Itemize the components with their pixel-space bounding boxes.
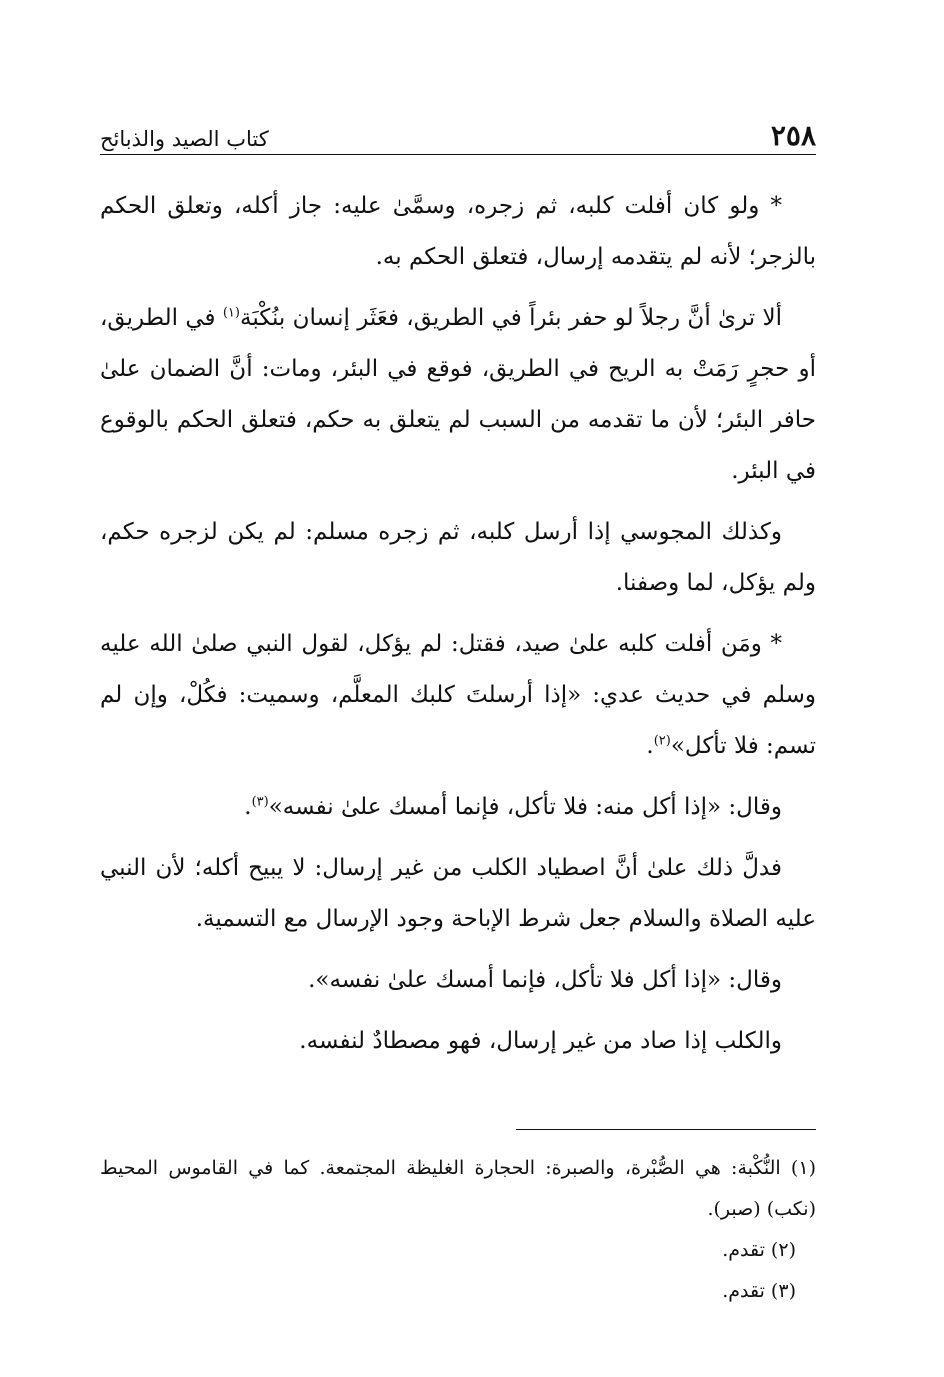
- paragraph-5: وقال: «إذا أكل منه: فلا تأكل، فإنما أمسك علىٰ نفسه»$^{(٣)}$.: [244, 794, 782, 820]
- footnote-2: (٢) تقدم.: [722, 1239, 796, 1261]
- footnotes: [100, 1148, 816, 1312]
- paragraph-1: * ولو كان أفلت كلبه، ثم زجره، وسمَّىٰ عليه: جاز أكله، وتعلق الحكم بالزجر؛ لأنه لم يتقدمه إرسال، فتعلق الحكم به.: [100, 193, 816, 270]
- footnote-3: (٣) تقدم.: [722, 1280, 796, 1302]
- paragraph-4: * ومَن أفلت كلبه علىٰ صيد، فقتل: لم يؤكل، لقول النبي صلىٰ الله عليه وسلم في حديث عدي: «إذا أرسلتَ كلبك المعلَّم، وسميت: فكُلْ، وإن لم تسم: فلا تأكل»$^{(٢)}$.: [100, 631, 816, 759]
- footnote-ref-3[interactable]: (٣): [251, 794, 269, 810]
- paragraph-6: فدلَّ ذلك علىٰ أنَّ اصطياد الكلب من غير إرسال: لا يبيح أكله؛ لأن النبي عليه الصلاة والسلام جعل شرط الإباحة وجود الإرسال مع التسمية.: [100, 855, 816, 932]
- main-text: [100, 181, 816, 1067]
- footnote-ref-1[interactable]: (١): [222, 305, 240, 321]
- paragraph-2: ألا ترىٰ أنَّ رجلاً لو حفر بئراً في الطريق، فعَثَر إنسان بنُكْبَة$^{(١)}$ في الطريق، أو حجرٍ رَمَتْ به الريح في الطريق، فوقع في البئر، ومات: أنَّ الضمان علىٰ حافر البئر؛ لأن ما تقدمه من السبب لم يتعلق به حكم، فتعلق الحكم بالوقوع في البئر.: [100, 305, 816, 484]
- book-page: [100, 108, 816, 1312]
- page-header: [100, 108, 816, 155]
- paragraph-7: وقال: «إذا أكل فلا تأكل، فإنما أمسك علىٰ نفسه».: [308, 967, 782, 993]
- running-title: كتاب الصيد والذبائح: [100, 127, 269, 151]
- paragraph-3: وكذلك المجوسي إذا أرسل كلبه، ثم زجره مسلم: لم يكن لزجره حكم، ولم يؤكل، لما وصفنا.: [100, 519, 816, 596]
- footnote-1: (١) النُّكْبة: هي الصُّبْرة، والصبرة: الحجارة الغليظة المجتمعة. كما في القاموس المحيط (نكب) (صبر).: [100, 1157, 816, 1220]
- footnote-divider: [516, 1129, 816, 1130]
- page-number: ٢٥٨: [770, 119, 816, 152]
- footnote-ref-2[interactable]: (٢): [653, 733, 671, 749]
- paragraph-8: والكلب إذا صاد من غير إرسال، فهو مصطادٌ لنفسه.: [299, 1028, 782, 1054]
